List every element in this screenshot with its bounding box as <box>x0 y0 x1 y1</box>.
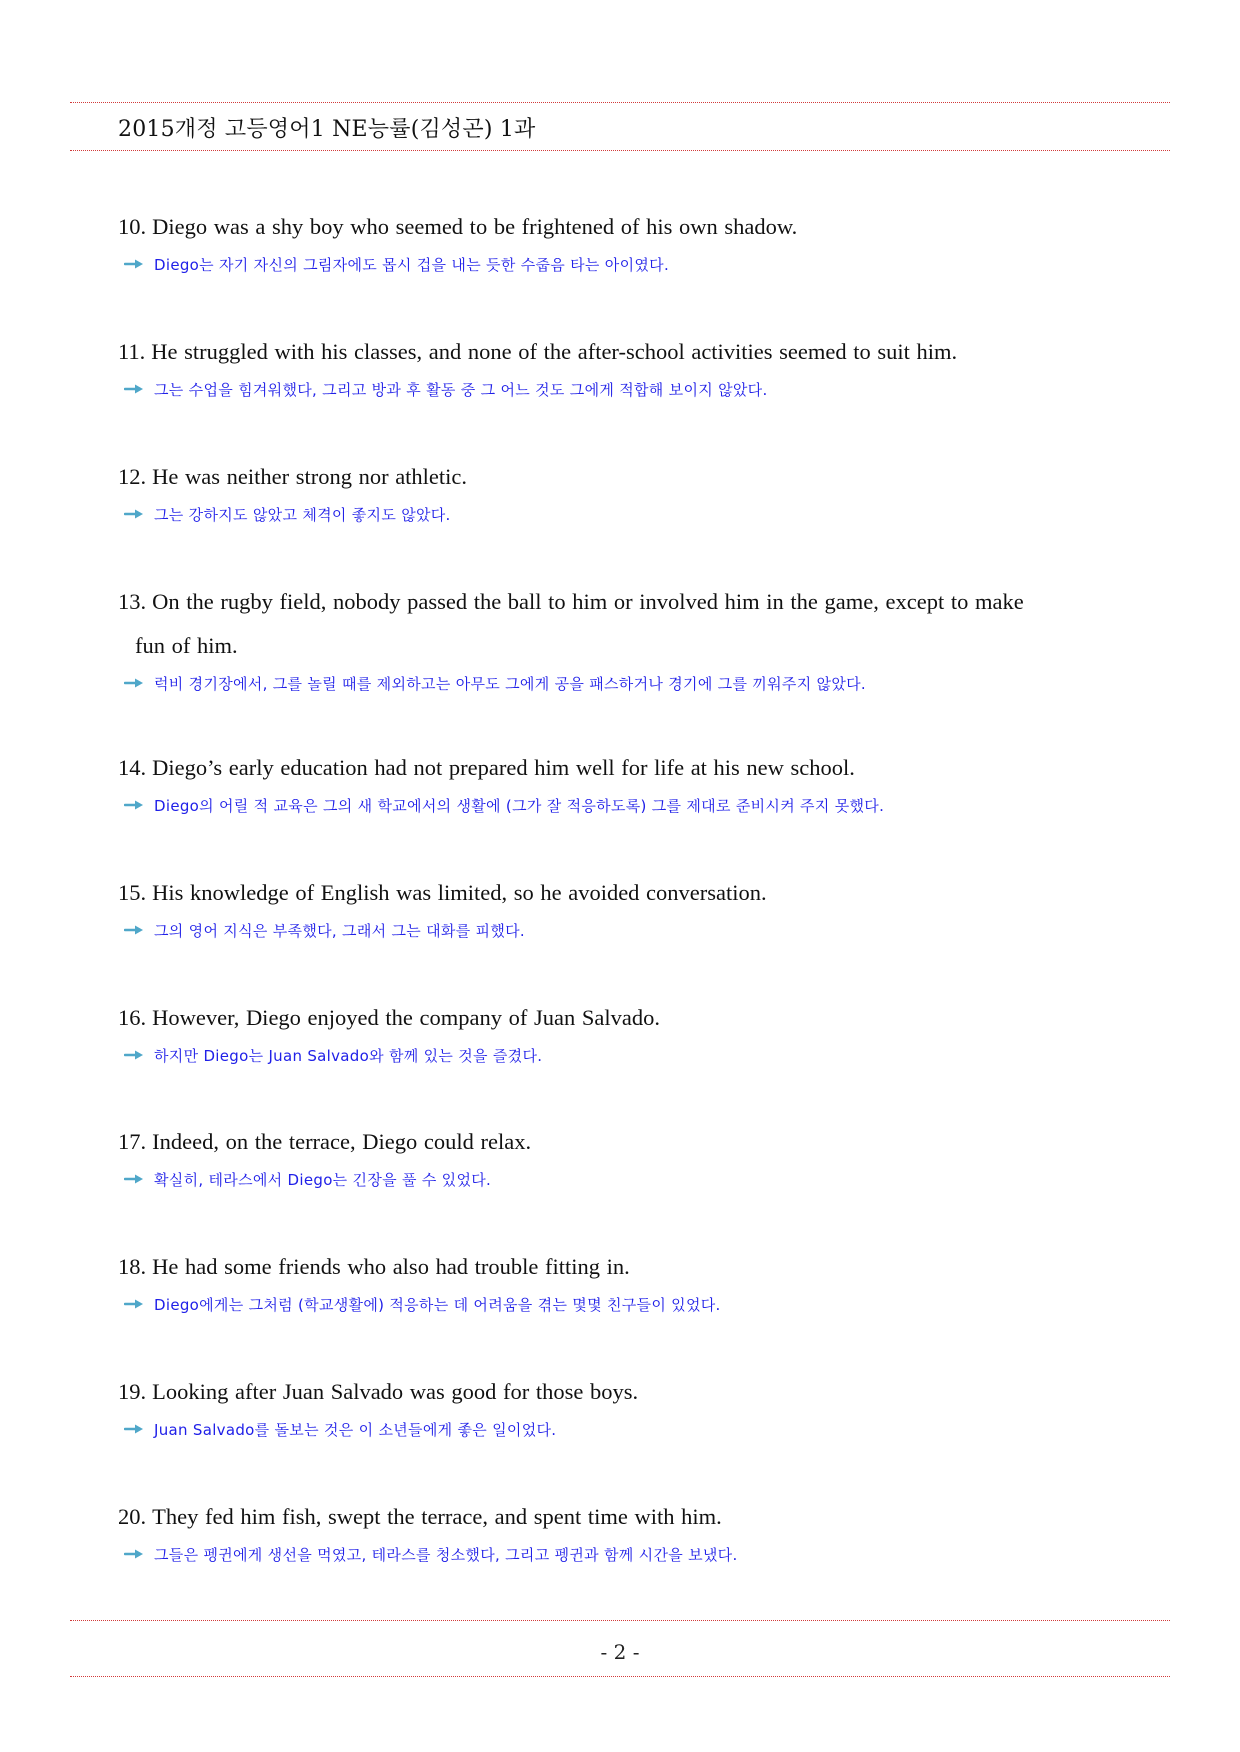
english-sentence <box>118 580 1138 668</box>
english-sentence <box>118 746 1138 790</box>
english-sentence <box>118 1495 1138 1539</box>
english-sentence <box>118 330 1138 374</box>
sentence-item <box>118 871 1138 945</box>
sentence-item <box>118 455 1138 529</box>
sentence-text: However, Diego enjoyed the company of Juan Salvado. <box>152 1005 660 1030</box>
sentence-number: 17. <box>118 1129 147 1154</box>
sentence-text: They fed him fish, swept the terrace, and spent time with him. <box>152 1504 722 1529</box>
translation-row <box>118 790 1138 820</box>
english-sentence <box>118 205 1138 249</box>
arrow-right-icon <box>124 1173 144 1185</box>
sentence-number: 11. <box>118 339 146 364</box>
header-bottom-rule <box>70 150 1170 151</box>
korean-translation: 그는 수업을 힘겨워했다, 그리고 방과 후 활동 중 그 어느 것도 그에게 적합해 보이지 않았다. <box>154 380 768 399</box>
arrow-right-icon <box>124 799 144 811</box>
translation-row <box>118 668 1138 698</box>
sentence-text: Diego was a shy boy who seemed to be frightened of his own shadow. <box>152 214 798 239</box>
korean-translation: 그들은 펭귄에게 생선을 먹였고, 테라스를 청소했다, 그리고 펭귄과 함께 시간을 보냈다. <box>154 1545 738 1564</box>
translation-row <box>118 499 1138 529</box>
translation-row <box>118 374 1138 404</box>
sentence-text: His knowledge of English was limited, so he avoided conversation. <box>152 880 767 905</box>
english-sentence <box>118 996 1138 1040</box>
arrow-right-icon <box>124 677 144 689</box>
sentence-continuation: fun of him. <box>135 633 238 658</box>
korean-translation: 그의 영어 지식은 부족했다, 그래서 그는 대화를 피했다. <box>154 921 525 940</box>
sentence-number: 20. <box>118 1504 147 1529</box>
sentence-number: 13. <box>118 589 147 614</box>
footer-top-rule <box>70 1620 1170 1621</box>
arrow-right-icon <box>124 1423 144 1435</box>
sentence-item <box>118 580 1138 698</box>
translation-row <box>118 1289 1138 1319</box>
sentence-text: He had some friends who also had trouble fitting in. <box>152 1254 630 1279</box>
korean-translation: 럭비 경기장에서, 그를 놀릴 때를 제외하고는 아무도 그에게 공을 패스하거나 경기에 그를 끼워주지 않았다. <box>154 674 866 693</box>
sentence-number: 10. <box>118 214 147 239</box>
arrow-right-icon <box>124 1548 144 1560</box>
arrow-right-icon <box>124 924 144 936</box>
korean-translation: Diego의 어릴 적 교육은 그의 새 학교에서의 생활에 (그가 잘 적응하도록) 그를 제대로 준비시켜 주지 못했다. <box>154 796 885 815</box>
sentence-item <box>118 205 1138 279</box>
sentence-text: Looking after Juan Salvado was good for those boys. <box>152 1379 639 1404</box>
sentence-item <box>118 330 1138 404</box>
sentence-number: 12. <box>118 464 147 489</box>
sentence-item <box>118 1495 1138 1569</box>
arrow-right-icon <box>124 508 144 520</box>
english-sentence <box>118 1120 1138 1164</box>
sentence-item <box>118 1245 1138 1319</box>
translation-row <box>118 1164 1138 1194</box>
korean-translation: 하지만 Diego는 Juan Salvado와 함께 있는 것을 즐겼다. <box>154 1046 543 1065</box>
arrow-right-icon <box>124 258 144 270</box>
translation-row <box>118 1040 1138 1070</box>
english-sentence <box>118 1245 1138 1289</box>
translation-row <box>118 249 1138 279</box>
arrow-right-icon <box>124 1298 144 1310</box>
sentence-number: 14. <box>118 755 147 780</box>
korean-translation: 확실히, 테라스에서 Diego는 긴장을 풀 수 있었다. <box>154 1170 492 1189</box>
korean-translation: 그는 강하지도 않았고 체격이 좋지도 않았다. <box>154 505 451 524</box>
document-title: 2015개정 고등영어1 NE능률(김성곤) 1과 <box>118 117 536 142</box>
sentence-item <box>118 746 1138 820</box>
sentence-number: 19. <box>118 1379 147 1404</box>
sentence-text: Diego’s early education had not prepared him well for life at his new school. <box>152 755 855 780</box>
arrow-right-icon <box>124 1049 144 1061</box>
translation-row <box>118 1539 1138 1569</box>
sentence-number: 16. <box>118 1005 147 1030</box>
translation-row <box>118 915 1138 945</box>
english-sentence <box>118 455 1138 499</box>
translation-row <box>118 1414 1138 1444</box>
korean-translation: Juan Salvado를 돌보는 것은 이 소년들에게 좋은 일이었다. <box>154 1420 557 1439</box>
english-sentence <box>118 1370 1138 1414</box>
sentence-item <box>118 1370 1138 1444</box>
page-number: - 2 - <box>600 1640 640 1664</box>
arrow-right-icon <box>124 383 144 395</box>
sentence-number: 18. <box>118 1254 147 1279</box>
footer-bottom-rule <box>70 1676 1170 1677</box>
sentence-text: Indeed, on the terrace, Diego could relax. <box>152 1129 532 1154</box>
sentence-item <box>118 996 1138 1070</box>
sentence-text: On the rugby field, nobody passed the ball to him or involved him in the game, except to make <box>152 589 1024 614</box>
sentence-text: He struggled with his classes, and none of the after-school activities seemed to suit him. <box>151 339 958 364</box>
sentence-text: He was neither strong nor athletic. <box>152 464 468 489</box>
sentence-number: 15. <box>118 880 147 905</box>
english-sentence <box>118 871 1138 915</box>
sentence-item <box>118 1120 1138 1194</box>
korean-translation: Diego는 자기 자신의 그림자에도 몹시 겁을 내는 듯한 수줍음 타는 아이였다. <box>154 255 670 274</box>
header-top-rule <box>70 102 1170 103</box>
korean-translation: Diego에게는 그처럼 (학교생활에) 적응하는 데 어려움을 겪는 몇몇 친구들이 있었다. <box>154 1295 721 1314</box>
